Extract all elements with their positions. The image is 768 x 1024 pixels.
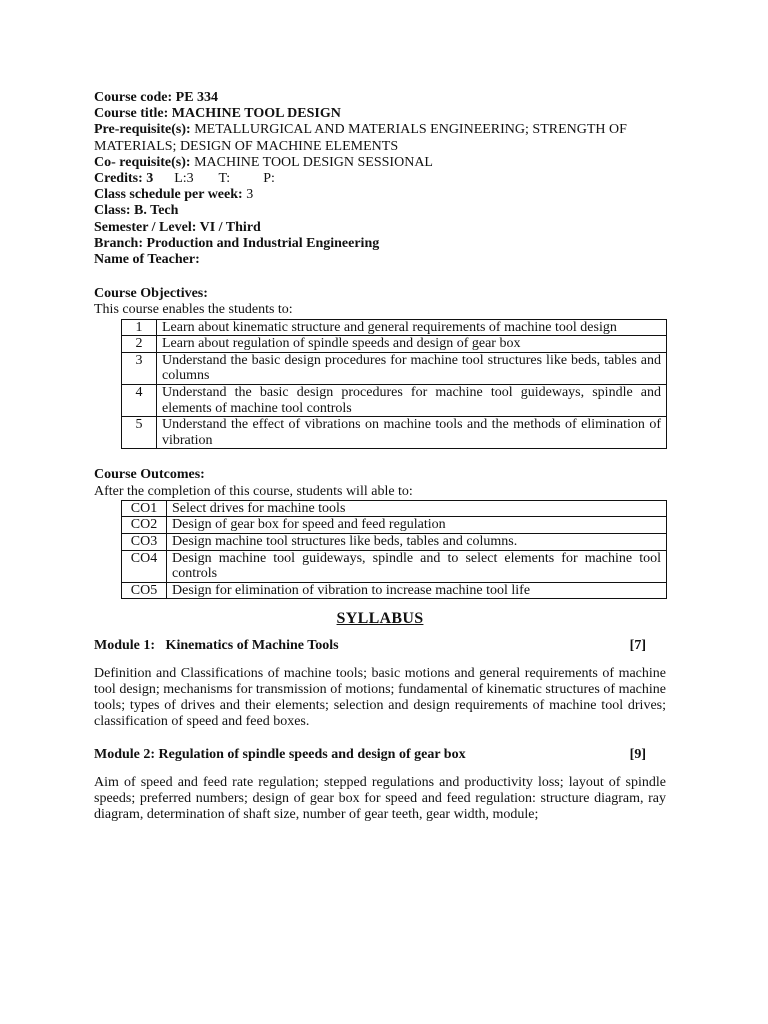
schedule-value: 3 — [246, 187, 254, 203]
course-header — [94, 90, 666, 268]
outcome-text: Design of gear box for speed and feed regulation — [167, 517, 667, 534]
outcome-code: CO5 — [122, 582, 167, 599]
module-1-hours: [7] — [629, 637, 646, 653]
module-1-body: Definition and Classifications of machine tools; basic motions and general requirements of machine tool design; mechanisms for transmission of motions; fundamental of kinematic structures of machine tools; types of drives and their elements; selection and design requirements of machine tool drives; classification of speed and feed boxes. — [94, 665, 666, 730]
table-row — [122, 417, 667, 449]
table-row — [122, 550, 667, 582]
outcome-text: Design machine tool structures like beds, tables and columns. — [167, 533, 667, 550]
prerequisite-value: METALLURGICAL AND MATERIALS ENGINEERING; STRENGTH OF MATERIALS; DESIGN OF MACHINE ELEMENTS — [94, 122, 627, 154]
outcome-text: Select drives for machine tools — [167, 500, 667, 517]
corequisite-value: MACHINE TOOL DESIGN SESSIONAL — [194, 154, 433, 170]
course-title-label: Course title: — [94, 106, 169, 122]
objective-number: 3 — [122, 352, 157, 384]
objectives-table — [121, 319, 667, 450]
outcome-code: CO2 — [122, 517, 167, 534]
module-2-title: Module 2: Regulation of spindle speeds and design of gear box — [94, 746, 466, 762]
objective-text: Learn about kinematic structure and general requirements of machine tool design — [157, 319, 667, 336]
course-title-line — [94, 106, 666, 122]
schedule-label: Class schedule per week: — [94, 187, 243, 203]
credits-line — [94, 171, 666, 187]
branch-line — [94, 236, 666, 252]
corequisite-line — [94, 155, 666, 171]
module-1-title: Module 1: Kinematics of Machine Tools — [94, 637, 339, 653]
objectives-intro: This course enables the students to: — [94, 302, 293, 318]
module-2-body: Aim of speed and feed rate regulation; stepped regulations and productivity loss; layout of spindle speeds; preferred numbers; design of gear box for speed and feed regulation: structure diagram, ray diagram, determination of shaft size, number of gear teeth, gear width, module; — [94, 774, 666, 823]
semester-text: Semester / Level: VI / Third — [94, 219, 261, 235]
outcomes-intro: After the completion of this course, students will able to: — [94, 483, 413, 499]
outcome-text: Design for elimination of vibration to increase machine tool life — [167, 582, 667, 599]
teacher-line — [94, 252, 666, 268]
table-row — [122, 352, 667, 384]
semester-line — [94, 220, 666, 236]
credits-label: Credits: 3 — [94, 171, 154, 187]
course-code-line — [94, 90, 666, 106]
outcome-code: CO1 — [122, 500, 167, 517]
prerequisite-line — [94, 122, 666, 154]
outcome-code: CO3 — [122, 533, 167, 550]
objectives-title: Course Objectives: — [94, 286, 208, 302]
module-2 — [94, 747, 666, 824]
module-1-heading — [94, 638, 666, 654]
corequisite-label: Co- requisite(s): — [94, 154, 191, 170]
credits-lecture: L:3 — [174, 171, 194, 187]
table-row — [122, 385, 667, 417]
objective-text: Understand the effect of vibrations on machine tools and the methods of elimination of vibration — [157, 417, 667, 449]
module-2-heading — [94, 747, 666, 763]
objective-text: Learn about regulation of spindle speeds and design of gear box — [157, 336, 667, 353]
objective-number: 4 — [122, 385, 157, 417]
course-outcomes-section — [94, 467, 666, 599]
table-row — [122, 500, 667, 517]
course-objectives-section — [94, 286, 666, 449]
objective-text: Understand the basic design procedures for machine tool guideways, spindle and elements of machine tool controls — [157, 385, 667, 417]
table-row — [122, 533, 667, 550]
objective-number: 1 — [122, 319, 157, 336]
course-code-label: Course code: — [94, 90, 173, 105]
syllabus-page — [94, 90, 666, 823]
outcomes-table — [121, 500, 667, 600]
table-row — [122, 517, 667, 534]
course-code: PE 334 — [175, 90, 219, 105]
table-row — [122, 319, 667, 336]
class-line — [94, 203, 666, 219]
course-title: MACHINE TOOL DESIGN — [171, 106, 341, 122]
class-text: Class: B. Tech — [94, 203, 179, 219]
teacher-text: Name of Teacher: — [94, 252, 200, 268]
schedule-line — [94, 187, 666, 203]
table-row — [122, 336, 667, 353]
objective-number: 5 — [122, 417, 157, 449]
credits-practical: P: — [263, 171, 275, 187]
branch-text: Branch: Production and Industrial Engineering — [94, 235, 380, 251]
prerequisite-label: Pre-requisite(s): — [94, 122, 191, 138]
objective-text: Understand the basic design procedures for machine tool structures like beds, tables and columns — [157, 352, 667, 384]
credits-tutorial: T: — [218, 171, 231, 187]
module-2-hours: [9] — [629, 746, 646, 762]
outcome-text: Design machine tool guideways, spindle and to select elements for machine tool controls — [167, 550, 667, 582]
module-1 — [94, 638, 666, 731]
objective-number: 2 — [122, 336, 157, 353]
table-row — [122, 582, 667, 599]
syllabus-heading: SYLLABUS — [336, 610, 424, 628]
outcome-code: CO4 — [122, 550, 167, 582]
outcomes-title: Course Outcomes: — [94, 467, 205, 483]
